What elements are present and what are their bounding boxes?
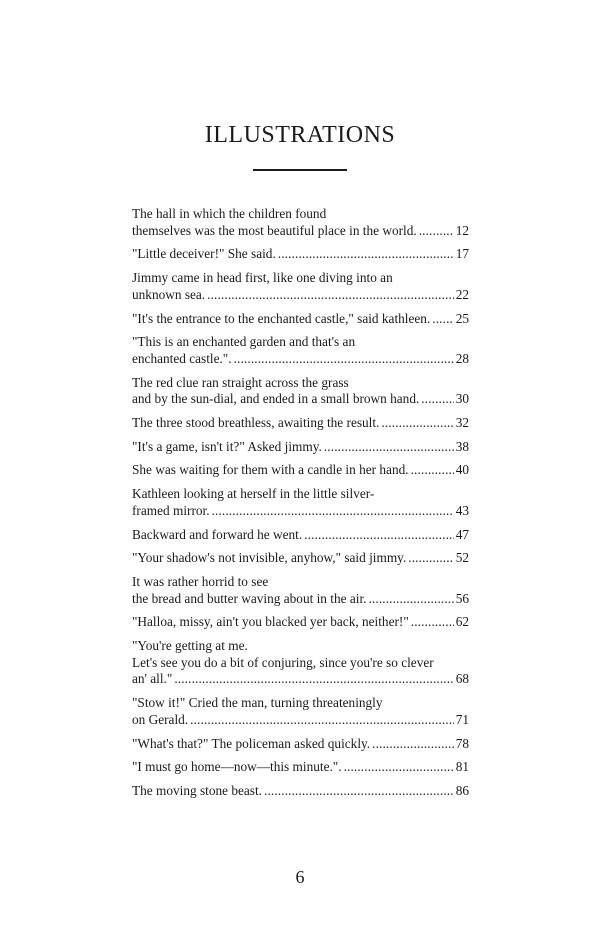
dot-leader xyxy=(212,503,454,520)
entry-page-number: 52 xyxy=(455,550,469,566)
dot-leader xyxy=(207,287,454,304)
list-item xyxy=(132,550,469,567)
entry-final-line xyxy=(132,614,469,631)
entry-final-line xyxy=(132,223,469,240)
dot-leader xyxy=(278,246,454,263)
entry-caption-line: "This is an enchanted garden and that's an xyxy=(132,334,356,350)
entry-page-number: 28 xyxy=(455,350,469,366)
list-item xyxy=(132,574,469,607)
list-item xyxy=(132,375,469,408)
entry-caption-line: "Little deceiver!" She said. xyxy=(132,246,276,262)
list-item xyxy=(132,695,469,728)
list-item xyxy=(132,638,469,688)
entry-caption-line: an' all." xyxy=(132,671,173,687)
list-item xyxy=(132,415,469,432)
entry-final-line xyxy=(132,550,469,567)
entry-page-number: 43 xyxy=(455,502,469,518)
entry-final-line xyxy=(132,415,469,432)
entry-final-line xyxy=(132,712,469,729)
dot-leader xyxy=(432,311,453,328)
entry-caption-line: Let's see you do a bit of conjuring, since you're so clever xyxy=(132,654,434,670)
dot-leader xyxy=(344,759,454,776)
entry-page-number: 78 xyxy=(455,735,469,751)
list-item xyxy=(132,439,469,456)
entry-page-number: 30 xyxy=(455,391,469,407)
title-rule xyxy=(253,169,347,171)
entry-caption-line: and by the sun-dial, and ended in a small brown hand. xyxy=(132,391,420,407)
entry-caption-line: "I must go home—now—this minute.". xyxy=(132,759,342,775)
entry-page-number: 62 xyxy=(455,614,469,630)
entry-final-line xyxy=(132,287,469,304)
illustrations-list xyxy=(132,206,469,807)
entry-caption-line: The three stood breathless, awaiting the result. xyxy=(132,415,380,431)
entry-final-line xyxy=(132,246,469,263)
entry-page-number: 32 xyxy=(455,415,469,431)
list-item xyxy=(132,246,469,263)
entry-caption-line: enchanted castle.". xyxy=(132,350,232,366)
entry-caption-line: "It's a game, isn't it?" Asked jimmy. xyxy=(132,438,322,454)
entry-caption-line: unknown sea. xyxy=(132,286,206,302)
entry-page-number: 68 xyxy=(455,671,469,687)
dot-leader xyxy=(421,391,453,408)
entry-caption-line: It was rather horrid to see xyxy=(132,573,269,589)
page-title: ILLUSTRATIONS xyxy=(204,122,396,148)
dot-leader xyxy=(174,671,453,688)
entry-caption-line: The moving stone beast. xyxy=(132,782,262,798)
entry-final-line xyxy=(132,736,469,753)
dot-leader xyxy=(324,439,454,456)
entry-caption-line: Kathleen looking at herself in the little silver- xyxy=(132,486,375,502)
list-item xyxy=(132,783,469,800)
entry-caption-line: the bread and butter waving about in the air. xyxy=(132,590,367,606)
entry-page-number: 12 xyxy=(455,222,469,238)
entry-page-number: 22 xyxy=(455,286,469,302)
entry-page-number: 71 xyxy=(455,711,469,727)
entry-caption-line: "It's the entrance to the enchanted castle," said kathleen. xyxy=(132,310,431,326)
entry-final-line xyxy=(132,462,469,479)
entry-caption-line: framed mirror. xyxy=(132,502,210,518)
entry-page-number: 86 xyxy=(455,782,469,798)
entry-page-number: 17 xyxy=(455,246,469,262)
dot-leader xyxy=(234,351,454,368)
entry-caption-line: "Your shadow's not invisible, anyhow," said jimmy. xyxy=(132,550,407,566)
entry-page-number: 40 xyxy=(455,462,469,478)
entry-caption-line: The red clue ran straight across the grass xyxy=(132,374,349,390)
entry-final-line xyxy=(132,391,469,408)
entry-caption-line: "You're getting at me. xyxy=(132,638,248,654)
entry-final-line xyxy=(132,783,469,800)
dot-leader xyxy=(304,527,453,544)
entry-caption-line: on Gerald. xyxy=(132,711,189,727)
list-item xyxy=(132,206,469,239)
list-item xyxy=(132,527,469,544)
dot-leader xyxy=(264,783,454,800)
entry-page-number: 56 xyxy=(455,590,469,606)
dot-leader xyxy=(381,415,453,432)
entry-final-line xyxy=(132,671,469,688)
entry-final-line xyxy=(132,439,469,456)
entry-page-number: 38 xyxy=(455,438,469,454)
dot-leader xyxy=(368,591,453,608)
entry-final-line xyxy=(132,591,469,608)
dot-leader xyxy=(190,712,454,729)
list-item xyxy=(132,311,469,328)
dot-leader xyxy=(411,462,454,479)
entry-page-number: 81 xyxy=(455,759,469,775)
entry-caption-line: Backward and forward he went. xyxy=(132,526,303,542)
list-item xyxy=(132,759,469,776)
entry-final-line xyxy=(132,503,469,520)
entry-caption-line: "What's that?" The policeman asked quickly. xyxy=(132,735,371,751)
entry-caption-line: She was waiting for them with a candle in her hand. xyxy=(132,462,409,478)
entry-final-line xyxy=(132,759,469,776)
page-number: 6 xyxy=(295,867,305,887)
list-item xyxy=(132,736,469,753)
dot-leader xyxy=(411,614,454,631)
list-item xyxy=(132,486,469,519)
list-item xyxy=(132,462,469,479)
entry-final-line xyxy=(132,527,469,544)
dot-leader xyxy=(419,223,454,240)
entry-caption-line: themselves was the most beautiful place in the world. xyxy=(132,222,417,238)
entry-caption-line: The hall in which the children found xyxy=(132,206,327,221)
entry-caption-line: "Halloa, missy, ain't you blacked yer back, neither!" xyxy=(132,614,409,630)
dot-leader xyxy=(372,736,454,753)
entry-final-line xyxy=(132,351,469,368)
entry-caption-line: Jimmy came in head first, like one diving into an xyxy=(132,270,393,286)
entry-page-number: 47 xyxy=(455,526,469,542)
list-item xyxy=(132,334,469,367)
entry-final-line xyxy=(132,311,469,328)
entry-page-number: 25 xyxy=(455,310,469,326)
list-item xyxy=(132,270,469,303)
entry-caption-line: "Stow it!" Cried the man, turning threateningly xyxy=(132,695,383,711)
dot-leader xyxy=(408,550,453,567)
list-item xyxy=(132,614,469,631)
